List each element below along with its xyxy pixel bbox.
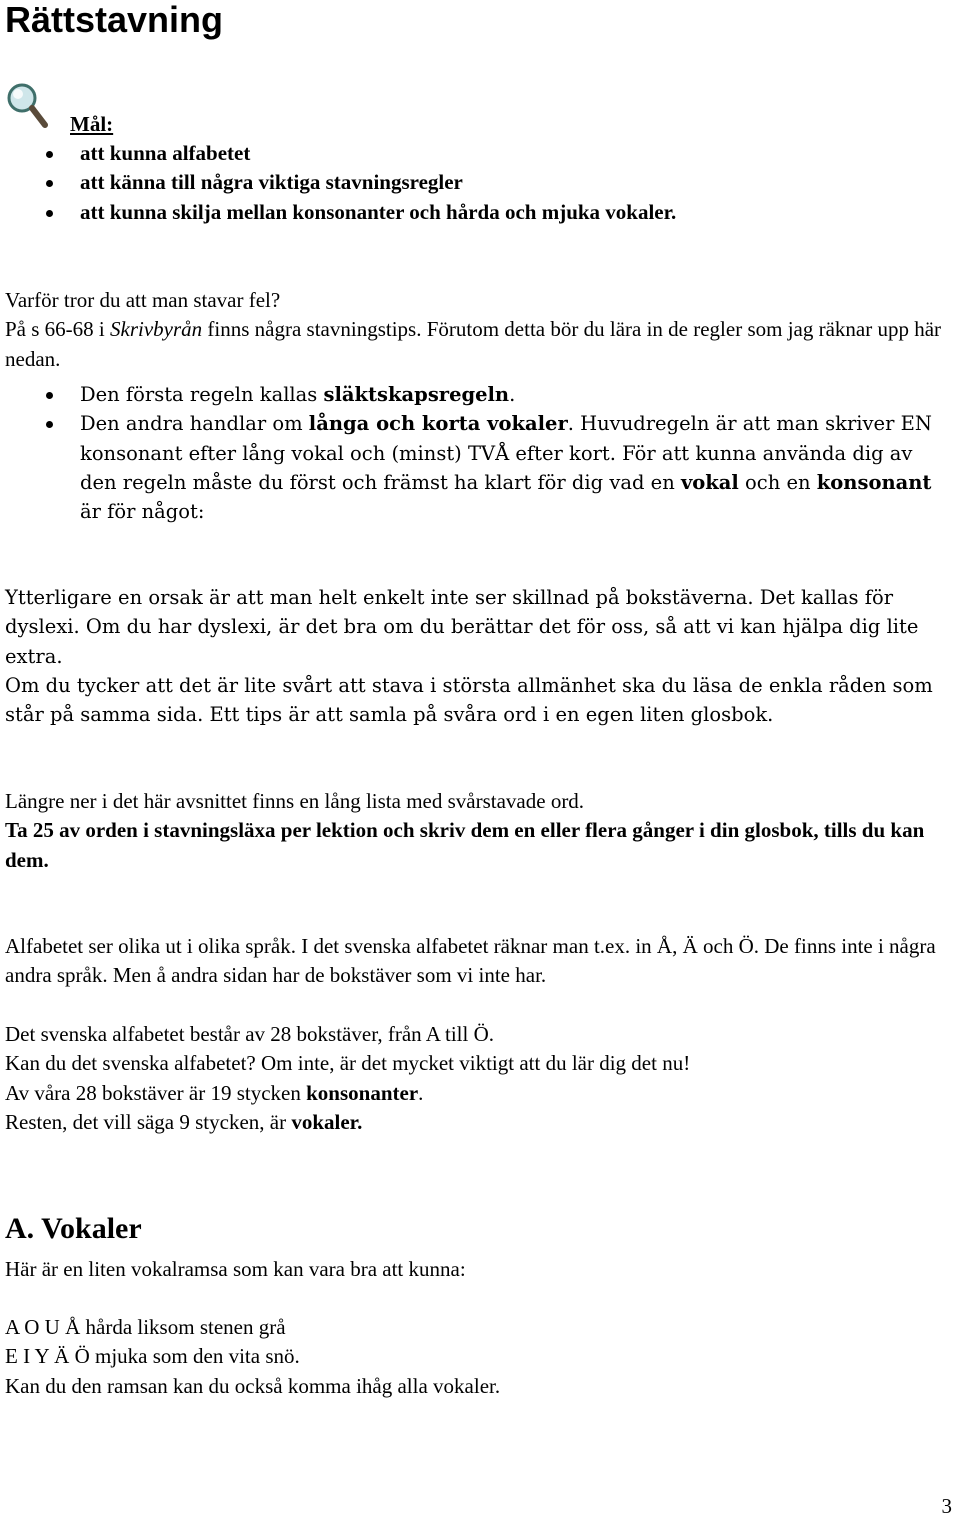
alphabet-fact: Kan du det svenska alfabetet? Om inte, är det mycket viktigt att du lär dig det nu!	[5, 1051, 691, 1076]
alphabet-section	[5, 932, 950, 991]
rules-list	[0, 380, 950, 526]
fact-term: konsonanter	[306, 1080, 419, 1105]
goal-item: att kunna alfabetet	[0, 139, 676, 168]
goal-item: att känna till några viktiga stavningsregler	[0, 168, 676, 197]
alphabet-facts	[5, 1020, 950, 1137]
fact-text: Resten, det vill säga 9 stycken, är	[5, 1109, 292, 1134]
vokaler-intro-text: Här är en liten vokalramsa som kan vara bra att kunna:	[5, 1257, 466, 1281]
rule-text: Den andra handlar om	[80, 412, 309, 436]
fact-term: vokaler.	[291, 1109, 363, 1134]
intro-text	[5, 315, 950, 374]
intro-question: Varför tror du att man stavar fel?	[5, 288, 281, 312]
rule-item-2	[0, 409, 950, 526]
intro-text-part: På s 66-68 i	[5, 317, 110, 342]
rule-text: är för något:	[80, 500, 205, 524]
goals-list	[0, 139, 676, 227]
rule-text: Den första regeln kallas	[80, 383, 324, 406]
tips-paragraph: Om du tycker att det är lite svårt att stava i största allmänhet ska du läsa de enkla råden som står på samma sida. Ett tips är att samla på svåra ord i en egen liten glosbok.	[5, 673, 933, 727]
alphabet-fact	[5, 1108, 950, 1137]
homework-section	[5, 787, 950, 875]
rule-term: konsonant	[816, 470, 932, 494]
rule-text: .	[509, 383, 516, 406]
page-title: Rättstavning	[5, 0, 224, 40]
alphabet-fact: Det svenska alfabetet består av 28 bokstäver, från A till Ö.	[5, 1022, 495, 1046]
rule-text: För att kunna använda dig av den regeln måste du först och främst ha klart för dig vad en	[80, 441, 913, 494]
magnifier-icon	[4, 80, 48, 130]
fact-text: Av våra 28 bokstäver är 19 stycken	[5, 1080, 307, 1105]
rule-item-1	[0, 380, 950, 409]
goal-item: att kunna skilja mellan konsonanter och hårda och mjuka vokaler.	[0, 198, 676, 227]
rule-term: släktskapsregeln	[323, 383, 510, 406]
homework-intro: Längre ner i det här avsnittet finns en lång lista med svårstavade ord.	[5, 789, 585, 813]
rhyme-line: A O U Å hårda liksom stenen grå	[5, 1315, 286, 1339]
page-number: 3	[941, 1494, 952, 1518]
homework-instruction-text: Ta 25 av orden i stavningsläxa per lektion och skriv dem en eller flera gånger i din glosbok, tills du kan dem.	[5, 818, 925, 872]
rule-term: vokal	[680, 470, 739, 494]
alphabet-paragraph: Alfabetet ser olika ut i olika språk. I det svenska alfabetet räknar man t.ex. in Å, Ä och Ö. De finns inte i några andra språk. Men å andra sidan har de bokstäver som vi inte har.	[5, 934, 936, 988]
rhyme-line: Kan du den ramsan kan du också komma ihåg alla vokaler.	[5, 1373, 501, 1398]
alphabet-fact	[5, 1079, 950, 1108]
rule-text: och en	[738, 470, 817, 494]
homework-instruction	[5, 816, 950, 875]
vokaler-intro	[5, 1255, 950, 1284]
vowel-rhyme	[5, 1313, 950, 1401]
rule-text: . Huvudregeln är att man skriver EN konsonant efter lång vokal och (minst) TVÅ efter kort.	[80, 412, 932, 465]
goals-heading: Mål:	[70, 112, 114, 136]
dyslexia-section	[5, 583, 950, 729]
rhyme-line: E I Y Ä Ö mjuka som den vita snö.	[5, 1344, 300, 1369]
intro-paragraph	[5, 286, 950, 374]
section-heading-vokaler: A. Vokaler	[5, 1212, 142, 1245]
dyslexia-paragraph: Ytterligare en orsak är att man helt enkelt inte ser skillnad på bokstäverna. Det kallas för dyslexi. Om du har dyslexi, är det bra om du berättar det för oss, så att vi kan hjälpa dig lite extra.	[5, 586, 919, 668]
fact-text: .	[418, 1080, 424, 1105]
intro-text-part: finns några stavningstips. Förutom detta bör du lära in de regler som jag räknar upp här nedan.	[5, 317, 942, 371]
book-title: Skrivbyrån	[110, 317, 203, 342]
rule-term: långa och korta vokaler	[308, 412, 568, 436]
